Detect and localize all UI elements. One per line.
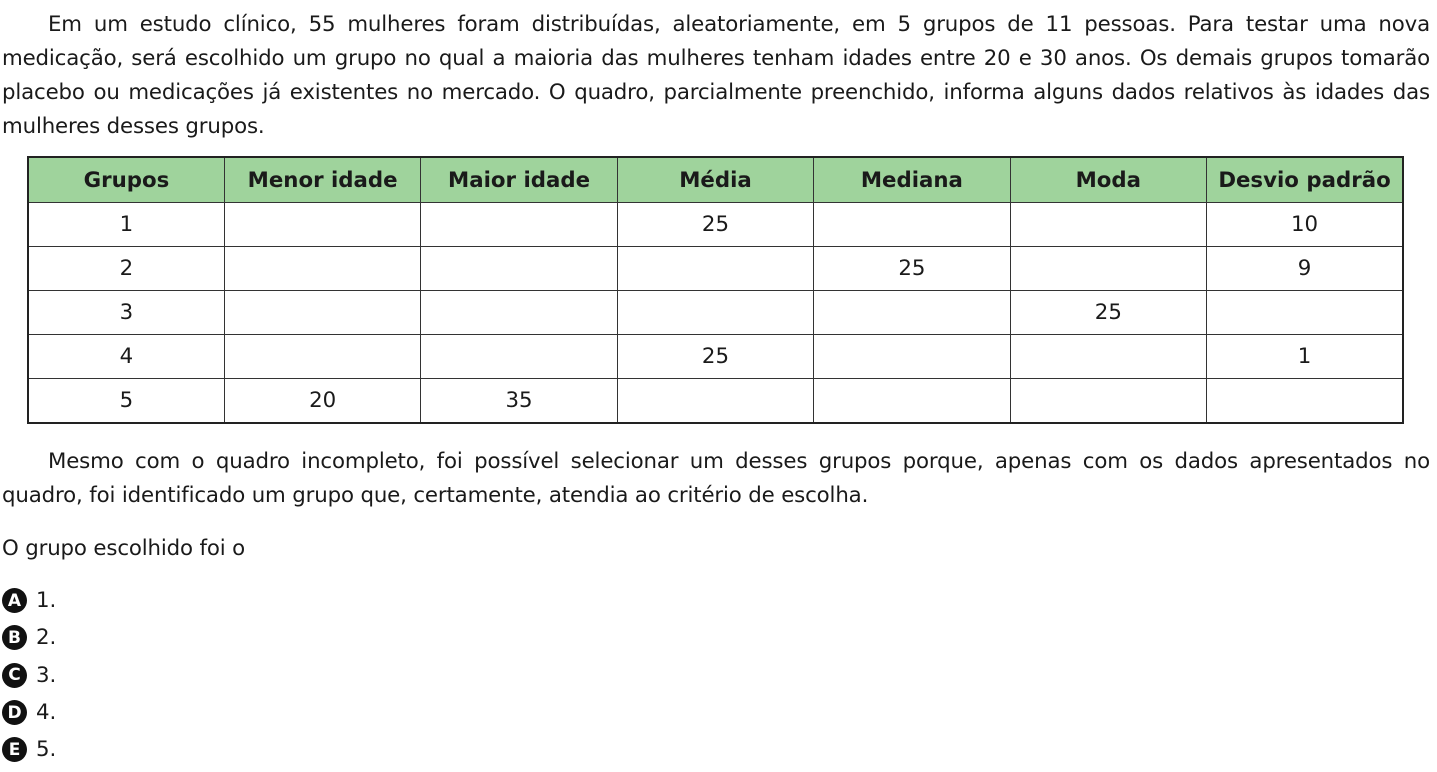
option-text: 2. <box>36 625 57 651</box>
table-cell: 1 <box>1207 335 1403 379</box>
option-letter-badge: B <box>2 625 27 650</box>
table-cell <box>421 335 617 379</box>
table-row <box>28 247 1403 291</box>
option-letter-badge: D <box>2 700 27 725</box>
table-cell <box>224 203 420 247</box>
table-cell: 1 <box>28 203 224 247</box>
table-cell: 35 <box>421 379 617 424</box>
table-cell: 25 <box>617 203 813 247</box>
table-cell <box>1207 291 1403 335</box>
table-cell <box>224 335 420 379</box>
answer-option-a[interactable] <box>2 582 56 619</box>
table-row <box>28 203 1403 247</box>
header-cell: Maior idade <box>421 157 617 203</box>
option-text: 5. <box>36 737 57 763</box>
table-cell <box>814 291 1010 335</box>
answer-option-e[interactable] <box>2 731 56 768</box>
data-table <box>27 156 1404 424</box>
header-cell: Média <box>617 157 813 203</box>
intro-paragraph: Em um estudo clínico, 55 mulheres foram distribuídas, aleatoriamente, em 5 grupos de 11 pessoas. Para testar uma nova medicação, será escolhido um grupo no qual a maioria das mulheres tenham idades entre 20 e 30 anos. Os demais grupos tomarão placebo ou medicações já existentes no mercado. O quadro, parcialmente preenchido, informa alguns dados relativos às idades das mulheres desses grupos. <box>2 12 1430 139</box>
table-row <box>28 379 1403 424</box>
header-cell: Desvio padrão <box>1207 157 1403 203</box>
table-cell <box>1010 335 1206 379</box>
table-header-row <box>28 157 1403 203</box>
table-cell <box>224 291 420 335</box>
answer-option-b[interactable] <box>2 619 56 656</box>
table-cell <box>421 291 617 335</box>
option-text: 1. <box>36 588 57 614</box>
table-cell <box>1010 203 1206 247</box>
question-prompt: O grupo escolhido foi o <box>2 536 246 561</box>
answer-option-d[interactable] <box>2 694 56 731</box>
table-cell <box>814 335 1010 379</box>
table-cell <box>224 247 420 291</box>
table-cell: 25 <box>1010 291 1206 335</box>
table-cell <box>617 379 813 424</box>
table-cell <box>814 379 1010 424</box>
table-cell: 5 <box>28 379 224 424</box>
header-cell: Grupos <box>28 157 224 203</box>
header-cell: Menor idade <box>224 157 420 203</box>
table-cell <box>1207 379 1403 424</box>
table-cell <box>421 203 617 247</box>
table-cell <box>814 203 1010 247</box>
option-letter-badge: E <box>2 737 27 762</box>
table-cell: 3 <box>28 291 224 335</box>
table-cell <box>617 291 813 335</box>
table-cell <box>421 247 617 291</box>
header-cell: Moda <box>1010 157 1206 203</box>
table-row <box>28 335 1403 379</box>
option-letter-badge: C <box>2 663 27 688</box>
option-letter-badge: A <box>2 588 27 613</box>
followup-paragraph: Mesmo com o quadro incompleto, foi possível selecionar um desses grupos porque, apenas com os dados apresentados no quadro, foi identificado um grupo que, certamente, atendia ao critério de escolha. <box>2 449 1430 508</box>
table-cell: 25 <box>617 335 813 379</box>
option-text: 4. <box>36 700 57 726</box>
table-cell <box>1010 379 1206 424</box>
table-cell: 9 <box>1207 247 1403 291</box>
table-cell <box>1010 247 1206 291</box>
answer-options <box>2 582 56 768</box>
table-cell: 20 <box>224 379 420 424</box>
table-row <box>28 291 1403 335</box>
table-cell: 4 <box>28 335 224 379</box>
table-cell: 10 <box>1207 203 1403 247</box>
option-text: 3. <box>36 662 57 688</box>
table-cell: 2 <box>28 247 224 291</box>
table-cell: 25 <box>814 247 1010 291</box>
answer-option-c[interactable] <box>2 657 56 694</box>
table-cell <box>617 247 813 291</box>
header-cell: Mediana <box>814 157 1010 203</box>
